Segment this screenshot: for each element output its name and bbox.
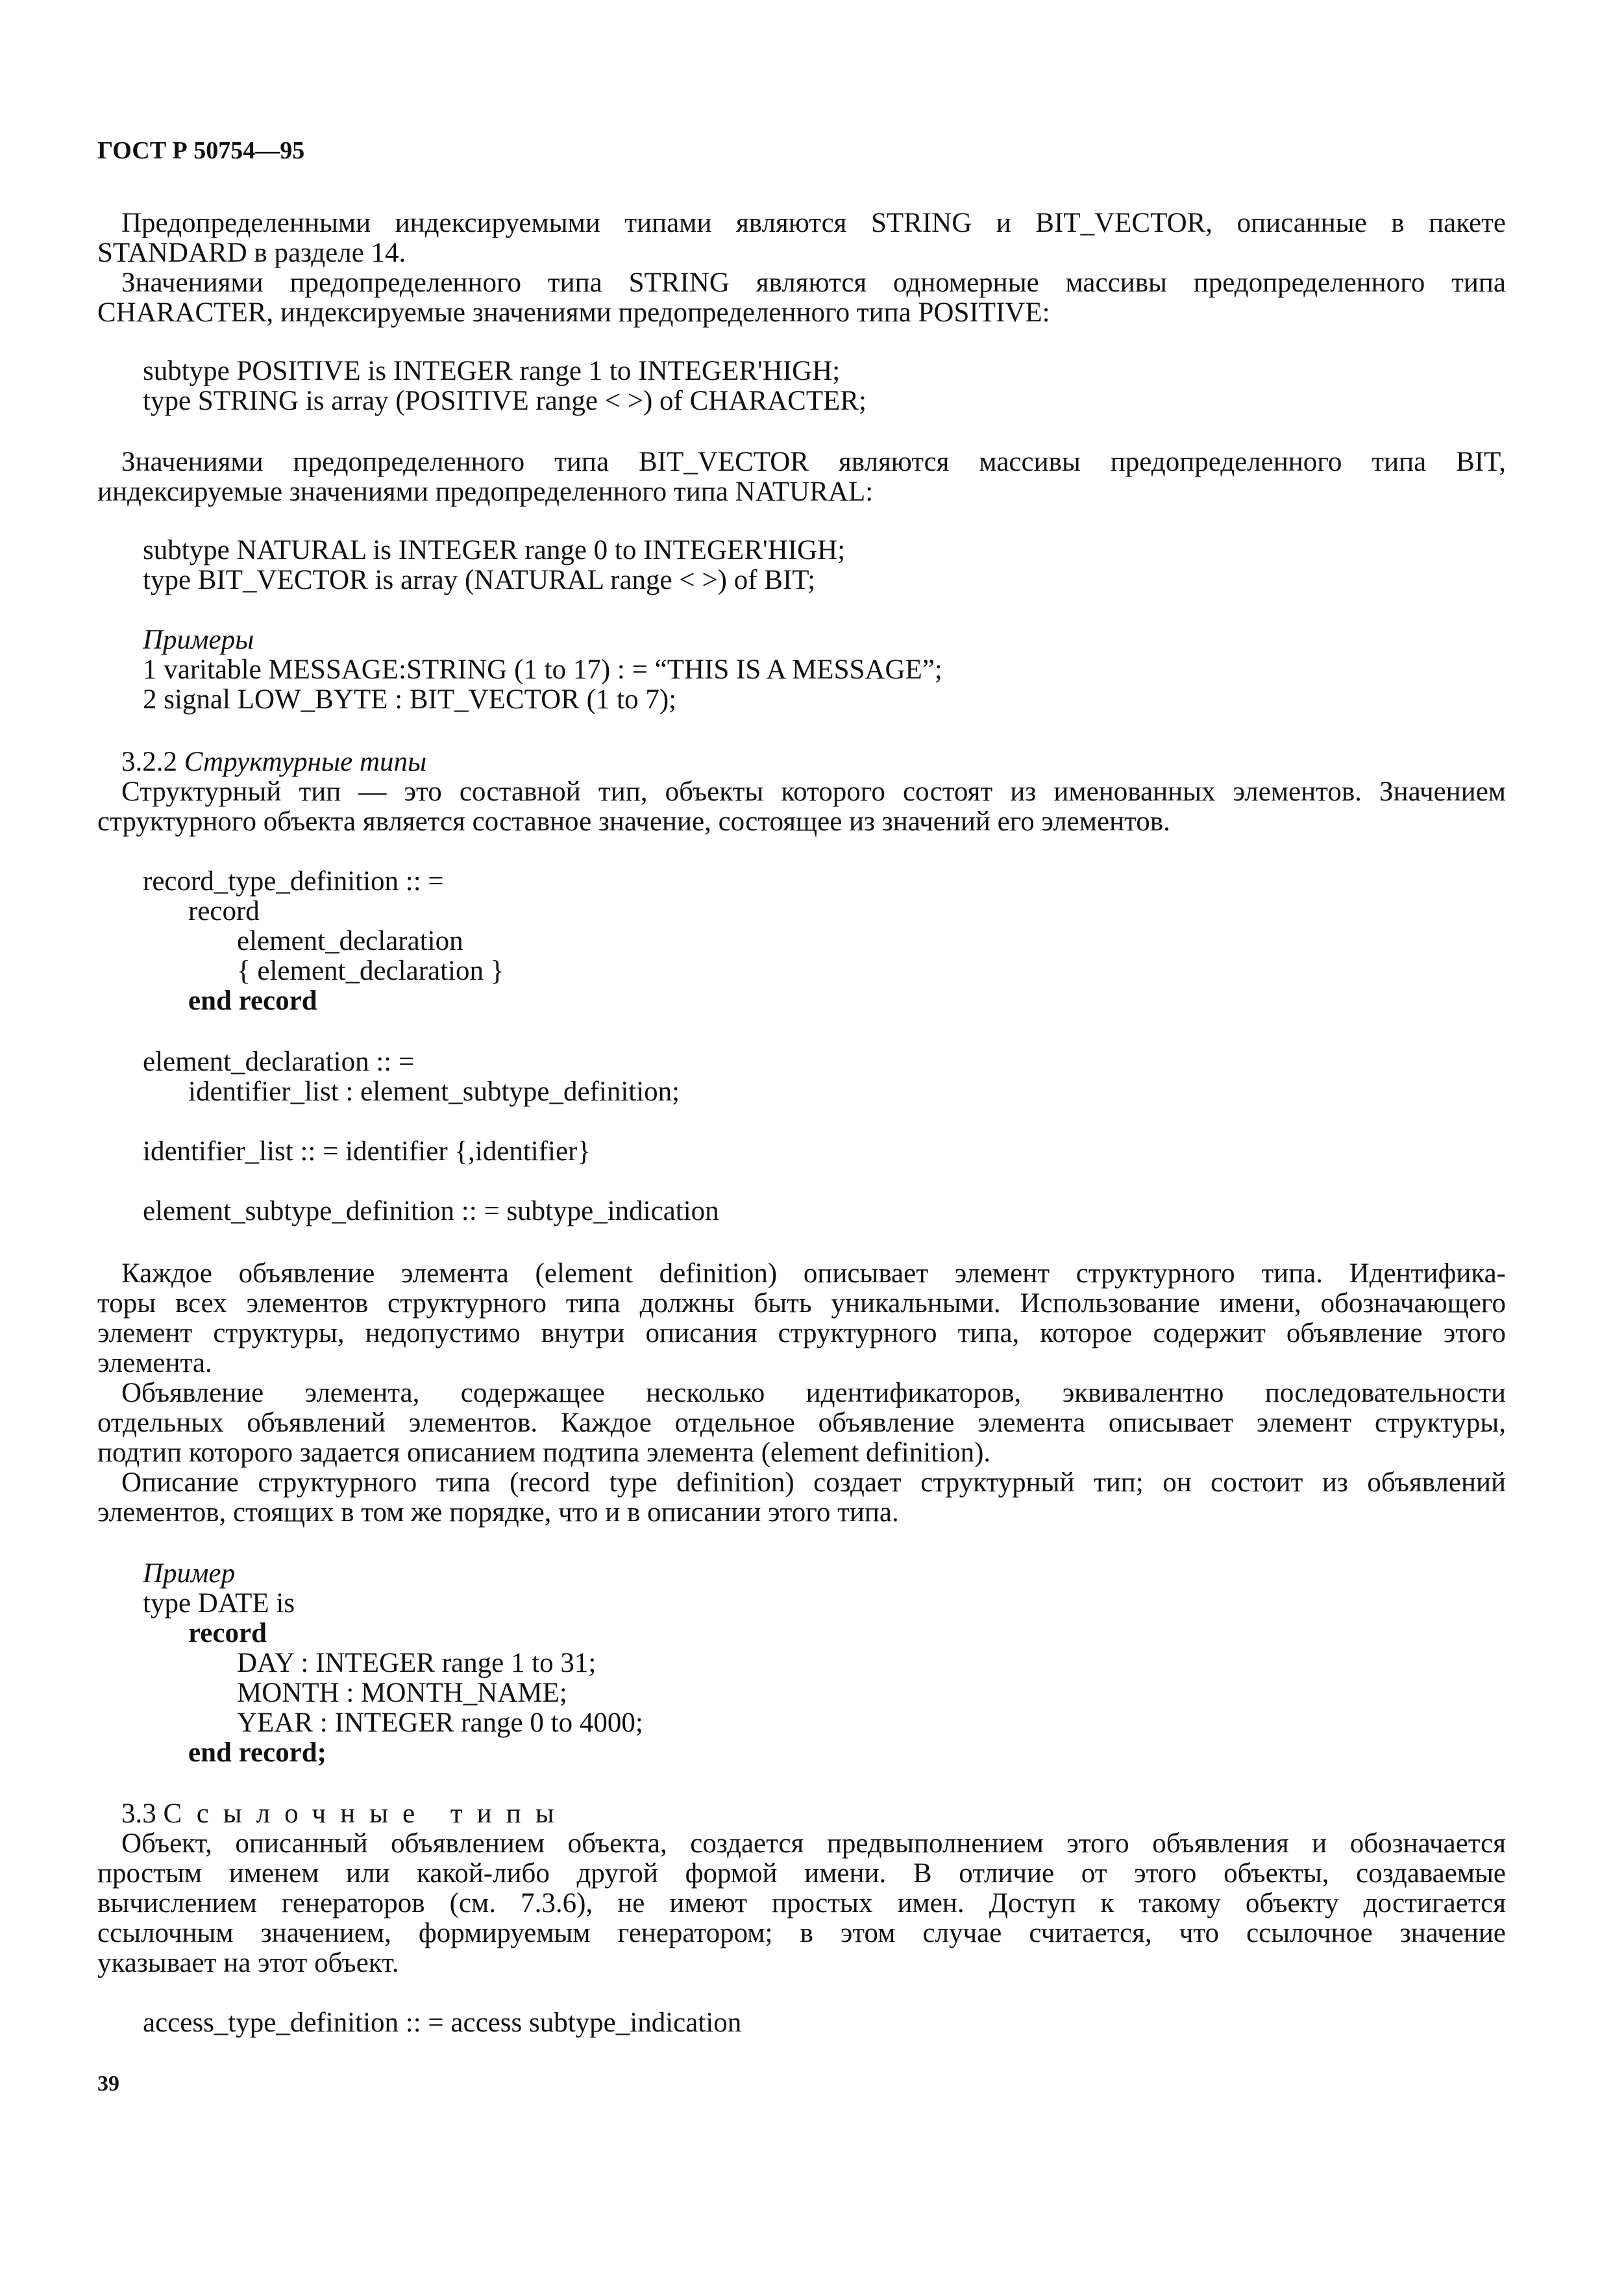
example-line: 1 varitable MESSAGE:STRING (1 to 17) : = “THIS IS A MESSAGE”;: [143, 654, 942, 685]
paragraph-line: Объект, описанный объявлением объекта, создается предвыполнением этого объявления и обозначается: [121, 1828, 1506, 1859]
grammar-line: element_subtype_definition :: = subtype_indication: [143, 1196, 719, 1226]
paragraph-line: структурного объекта является составное значение, состоящее из значений его элементов.: [97, 806, 1170, 837]
code-line: type STRING is array (POSITIVE range < >) of CHARACTER;: [143, 386, 867, 416]
paragraph-line: Предопределенными индексируемыми типами являются STRING и BIT_VECTOR, описанные в пакете: [121, 208, 1506, 238]
grammar-line: record_type_definition :: =: [143, 866, 444, 897]
paragraph-line: CHARACTER, индексируемые значениями предопределенного типа POSITIVE:: [97, 297, 1050, 328]
section-title: Структурные типы: [184, 747, 427, 777]
document-header: ГОСТ Р 50754—95: [97, 137, 305, 164]
paragraph-line: вычислением генераторов (см. 7.3.6), не имеют простых имен. Доступ к такому объекту достигается: [97, 1888, 1506, 1919]
code-line: type DATE is: [143, 1588, 295, 1619]
section-title: Ссылочные типы: [163, 1798, 569, 1829]
code-line: MONTH : MONTH_NAME;: [237, 1678, 567, 1708]
example-label: Пример: [143, 1558, 236, 1589]
paragraph-line: элемента.: [97, 1348, 212, 1378]
paragraph-line: торы всех элементов структурного типа должны быть уникальными. Использование имени, обозначающего: [97, 1288, 1506, 1319]
code-line: subtype POSITIVE is INTEGER range 1 to INTEGER'HIGH;: [143, 356, 841, 386]
paragraph-line: Структурный тип — это составной тип, объекты которого состоят из именованных элементов. Значением: [121, 776, 1506, 807]
paragraph-line: Значениями предопределенного типа BIT_VECTOR являются массивы предопределенного типа BIT,: [121, 447, 1506, 477]
example-line: 2 signal LOW_BYTE : BIT_VECTOR (1 to 7);: [143, 684, 677, 715]
grammar-line: { element_declaration }: [237, 956, 504, 986]
paragraph-line: простым именем или какой-либо другой формой имени. В отличие от этого объекты, создаваемые: [97, 1858, 1506, 1889]
paragraph-line: индексируемые значениями предопределенного типа NATURAL:: [97, 477, 874, 507]
paragraph-line: STANDARD в разделе 14.: [97, 238, 406, 268]
grammar-line: element_declaration :: =: [143, 1047, 415, 1077]
paragraph-line: элементов, стоящих в том же порядке, что и в описании этого типа.: [97, 1497, 899, 1528]
grammar-line: end record: [188, 986, 317, 1016]
section-heading: [121, 1798, 569, 1830]
code-line: DAY : INTEGER range 1 to 31;: [237, 1648, 597, 1678]
section-number: 3.2.2: [121, 747, 177, 777]
examples-label: Примеры: [143, 625, 254, 655]
paragraph-line: Значениями предопределенного типа STRING являются одномерные массивы предопределенного типа: [121, 267, 1506, 298]
paragraph-line: Каждое объявление элемента (element definition) описывает элемент структурного типа. Идентифика-: [121, 1258, 1506, 1289]
paragraph-line: Описание структурного типа (record type definition) создает структурный тип; он состоит из объявлений: [121, 1467, 1506, 1498]
section-heading: [121, 747, 426, 778]
paragraph-line: Объявление элемента, содержащее несколько идентификаторов, эквивалентно последовательности: [121, 1378, 1506, 1408]
code-line: end record;: [188, 1737, 326, 1768]
paragraph-line: указывает на этот объект.: [97, 1948, 399, 1978]
paragraph-line: ссылочным значением, формируемым генератором; в этом случае считается, что ссылочное значение: [97, 1918, 1506, 1948]
code-line: subtype NATURAL is INTEGER range 0 to INTEGER'HIGH;: [143, 535, 846, 565]
grammar-line: record: [188, 896, 260, 926]
paragraph-line: отдельных объявлений элементов. Каждое отдельное объявление элемента описывает элемент структуры,: [97, 1408, 1506, 1438]
grammar-line: identifier_list :: = identifier {,identifier}: [143, 1136, 591, 1167]
grammar-line: element_declaration: [237, 926, 463, 956]
grammar-line: identifier_list : element_subtype_definition;: [188, 1076, 680, 1107]
page-number: 39: [97, 2072, 119, 2096]
paragraph-line: подтип которого задается описанием подтипа элемента (element definition).: [97, 1437, 991, 1468]
section-number: 3.3: [121, 1798, 156, 1829]
code-line: YEAR : INTEGER range 0 to 4000;: [237, 1708, 643, 1738]
code-line: record: [188, 1618, 267, 1648]
code-line: type BIT_VECTOR is array (NATURAL range < >) of BIT;: [143, 565, 816, 595]
grammar-line: access_type_definition :: = access subtype_indication: [143, 2007, 742, 2038]
paragraph-line: элемент структуры, недопустимо внутри описания структурного типа, которое содержит объявление этого: [97, 1318, 1506, 1348]
